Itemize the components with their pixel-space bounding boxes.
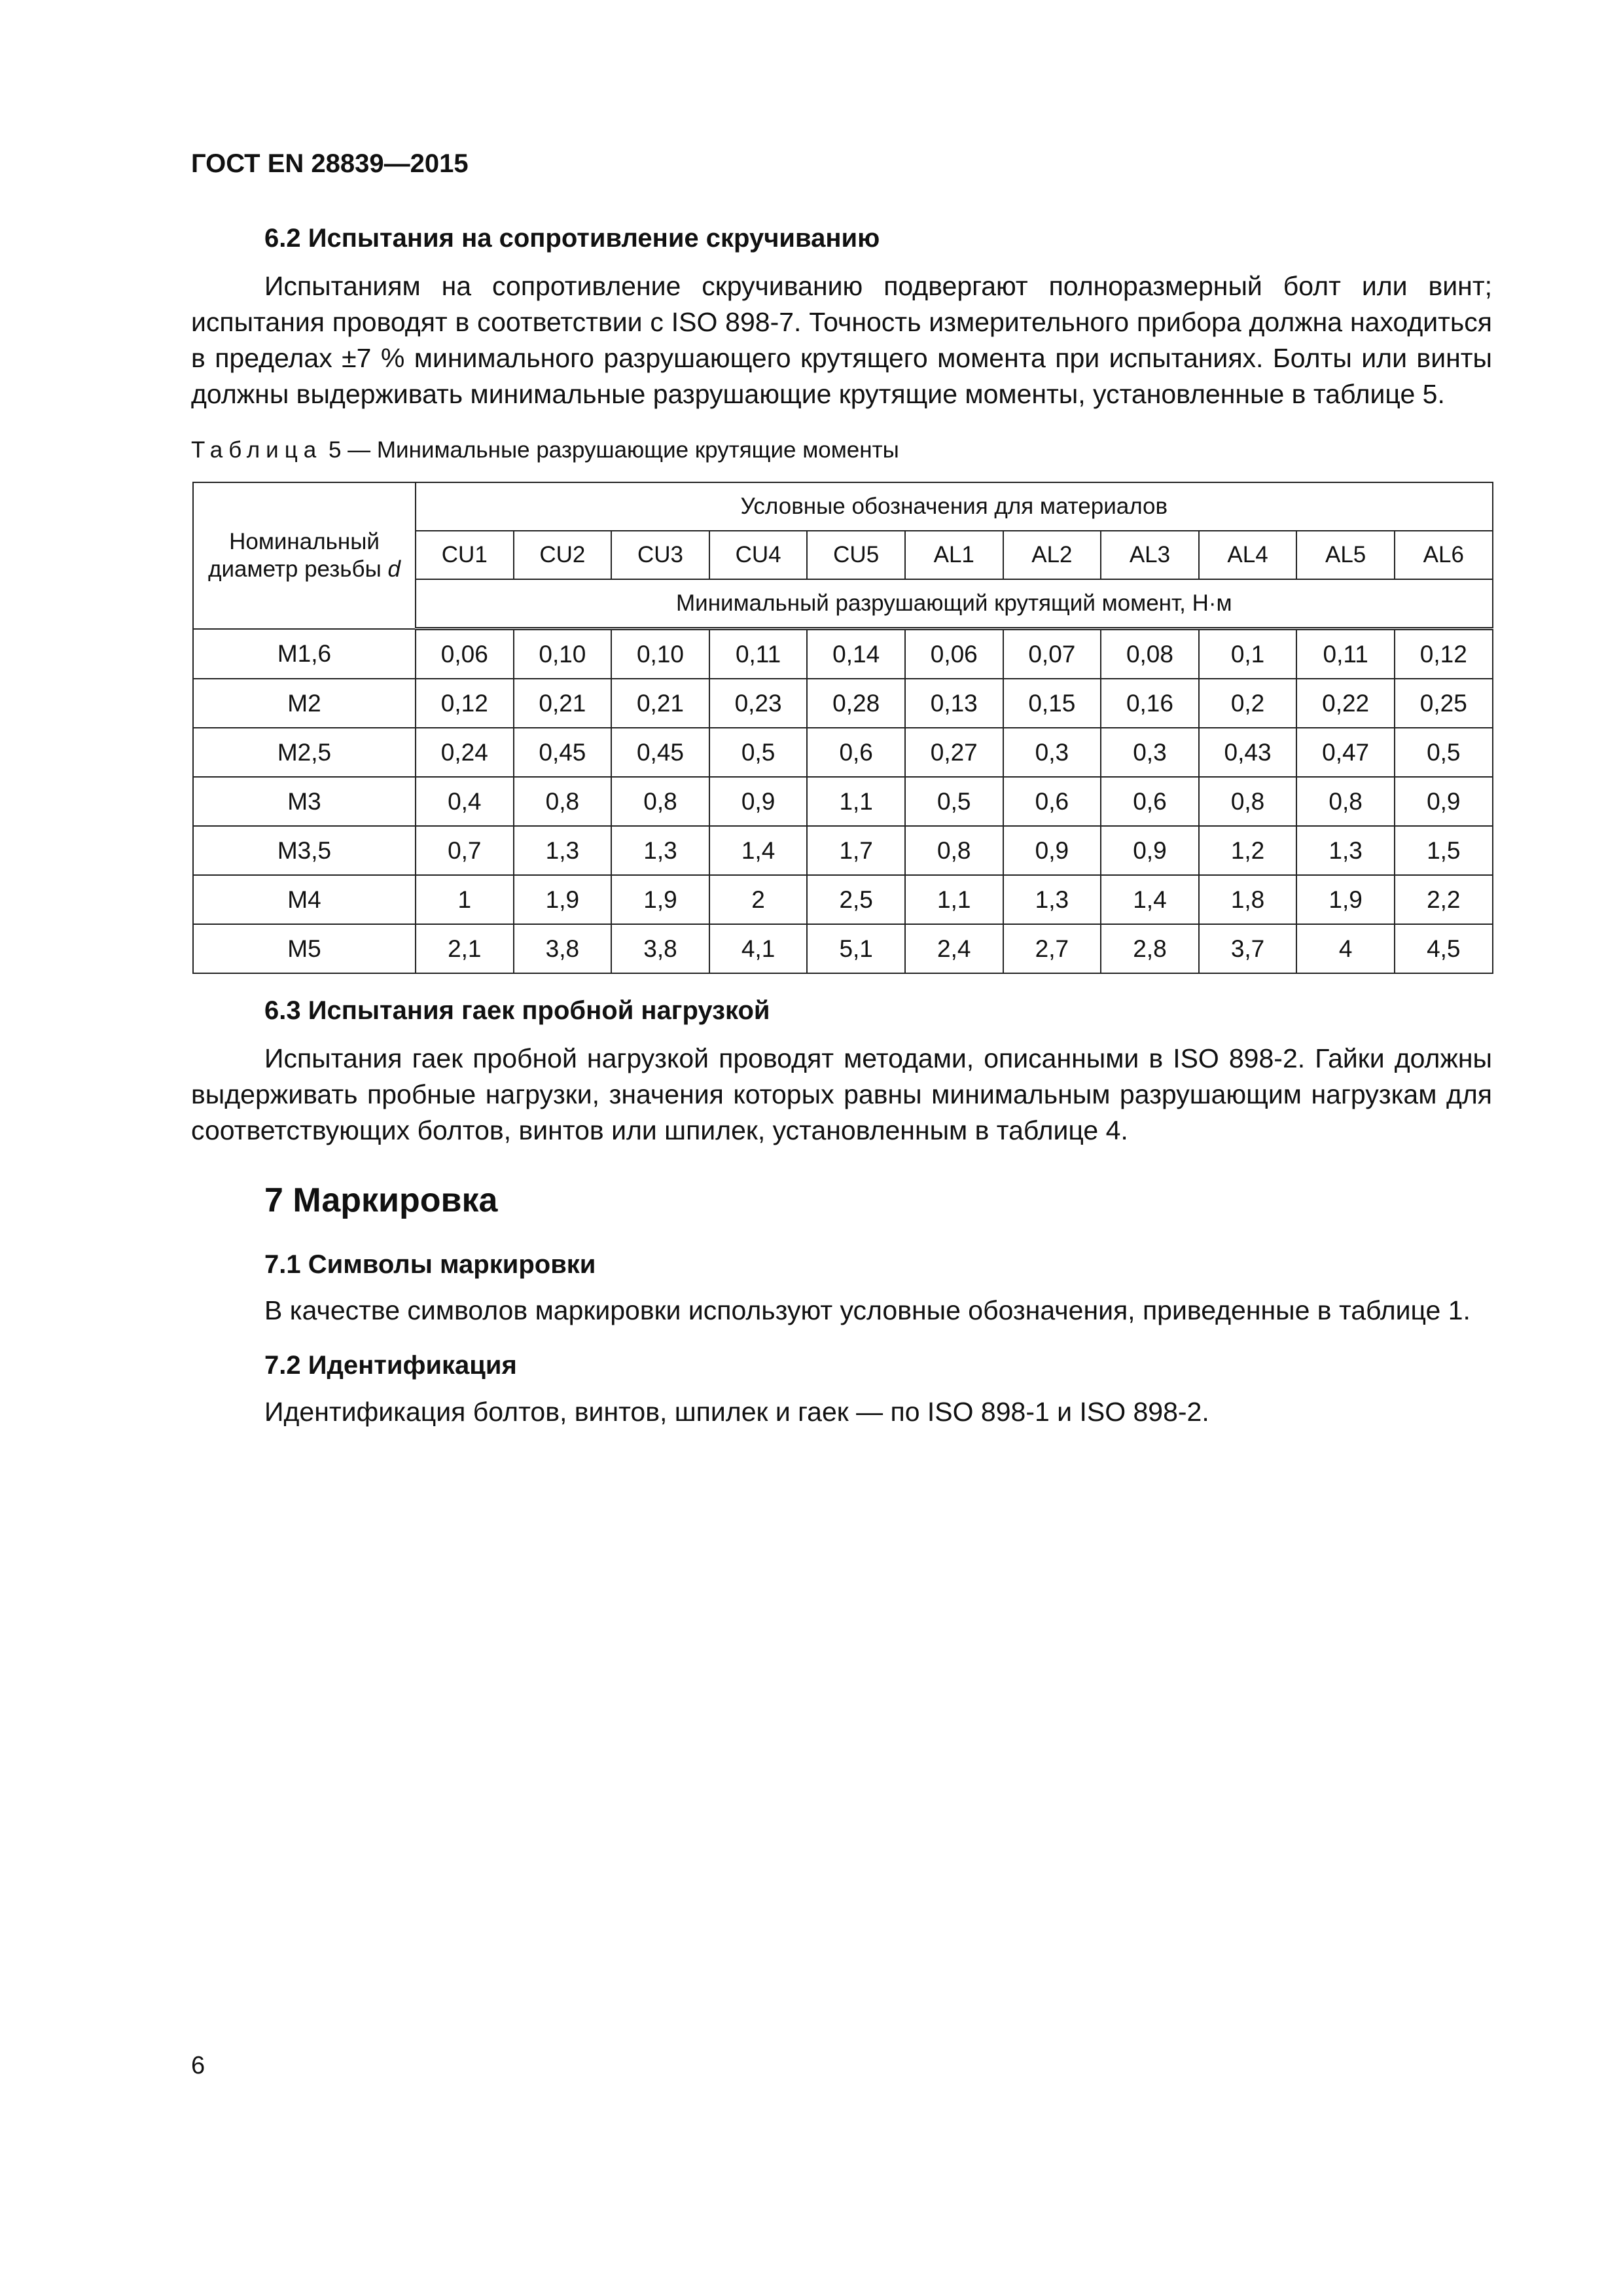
section-7-title: 7 Маркировка: [264, 1181, 498, 1219]
material-header-cu1: CU1: [416, 531, 514, 579]
torque-value-cell: 0,24: [416, 728, 514, 777]
header-material-designations: Условные обозначения для материалов: [416, 482, 1493, 531]
table-5: [192, 482, 1493, 974]
table-row: [193, 875, 1493, 924]
section-6-3-title: 6.3 Испытания гаек пробной нагрузкой: [264, 996, 770, 1025]
torque-value-cell: 4: [1296, 924, 1395, 973]
torque-value-cell: 1,7: [807, 826, 905, 875]
torque-value-cell: 0,10: [514, 629, 612, 679]
torque-value-cell: 0,16: [1101, 679, 1199, 728]
torque-value-cell: 0,3: [1101, 728, 1199, 777]
material-header-cu4: CU4: [709, 531, 808, 579]
torque-value-cell: 4,5: [1395, 924, 1493, 973]
torque-value-cell: 0,28: [807, 679, 905, 728]
material-header-al2: AL2: [1003, 531, 1101, 579]
torque-value-cell: 0,3: [1003, 728, 1101, 777]
thread-diameter-cell: M5: [193, 924, 416, 973]
torque-value-cell: 0,7: [416, 826, 514, 875]
document-code: ГОСТ EN 28839—2015: [191, 149, 469, 178]
torque-value-cell: 1,3: [514, 826, 612, 875]
torque-value-cell: 0,06: [905, 629, 1003, 679]
torque-value-cell: 1,3: [611, 826, 709, 875]
torque-value-cell: 0,2: [1199, 679, 1297, 728]
torque-value-cell: 0,11: [709, 629, 808, 679]
header-unit-row: Минимальный разрушающий крутящий момент, Н·м: [416, 579, 1493, 629]
torque-value-cell: 3,8: [514, 924, 612, 973]
torque-value-cell: 4,1: [709, 924, 808, 973]
thread-diameter-cell: M2: [193, 679, 416, 728]
torque-value-cell: 0,5: [1395, 728, 1493, 777]
torque-value-cell: 0,10: [611, 629, 709, 679]
torque-value-cell: 0,6: [1101, 777, 1199, 826]
torque-value-cell: 0,13: [905, 679, 1003, 728]
header-nominal-diameter-text: Номинальный диаметр резьбы: [208, 528, 382, 582]
torque-value-cell: 0,8: [1199, 777, 1297, 826]
torque-value-cell: 0,6: [807, 728, 905, 777]
torque-value-cell: 2,7: [1003, 924, 1101, 973]
section-6-2-text: Испытаниям на сопротивление скручиванию подвергают полноразмерный болт или винт; испытания проводят в соответствии с ISO 898-7. Точность измерительного прибора должна находиться в пределах ±7 % минимального разрушающего крутящего момента при испытаниях. Болты или винты должны выдерживать минимальные разрушающие крутящие моменты, установленные в таблице 5.: [191, 271, 1492, 409]
torque-value-cell: 1,1: [807, 777, 905, 826]
section-6-3-text: Испытания гаек пробной нагрузкой проводят методами, описанными в ISO 898-2. Гайки должны выдерживать пробные нагрузки, значения которых равны минимальным разрушающим нагрузкам для соответствующих болтов, винтов или шпилек, установленным в таблице 4.: [191, 1043, 1492, 1145]
section-7-2-text: Идентификация болтов, винтов, шпилек и гаек — по ISO 898-1 и ISO 898-2.: [264, 1397, 1209, 1427]
torque-value-cell: 0,21: [514, 679, 612, 728]
material-header-cu5: CU5: [807, 531, 905, 579]
torque-value-cell: 0,14: [807, 629, 905, 679]
torque-value-cell: 0,27: [905, 728, 1003, 777]
torque-value-cell: 2,1: [416, 924, 514, 973]
material-header-al6: AL6: [1395, 531, 1493, 579]
torque-value-cell: 1,4: [709, 826, 808, 875]
material-header-al1: AL1: [905, 531, 1003, 579]
table-row: [193, 826, 1493, 875]
thread-diameter-cell: M1,6: [193, 629, 416, 679]
table-row: [193, 924, 1493, 973]
torque-value-cell: 1,5: [1395, 826, 1493, 875]
torque-value-cell: 2,8: [1101, 924, 1199, 973]
torque-value-cell: 0,08: [1101, 629, 1199, 679]
torque-value-cell: 0,5: [709, 728, 808, 777]
torque-value-cell: 1,1: [905, 875, 1003, 924]
torque-value-cell: 0,9: [709, 777, 808, 826]
torque-value-cell: 1,9: [611, 875, 709, 924]
torque-value-cell: 0,12: [416, 679, 514, 728]
torque-value-cell: 0,9: [1395, 777, 1493, 826]
table-5-caption: [191, 437, 899, 463]
torque-value-cell: 0,22: [1296, 679, 1395, 728]
thread-diameter-cell: M3,5: [193, 826, 416, 875]
torque-value-cell: 1,4: [1101, 875, 1199, 924]
torque-value-cell: 0,8: [1296, 777, 1395, 826]
torque-value-cell: 0,8: [514, 777, 612, 826]
torque-value-cell: 0,06: [416, 629, 514, 679]
section-7-1-title: 7.1 Символы маркировки: [264, 1250, 596, 1279]
torque-value-cell: 1,8: [1199, 875, 1297, 924]
torque-value-cell: 3,8: [611, 924, 709, 973]
section-7-2-title: 7.2 Идентификация: [264, 1351, 517, 1380]
torque-value-cell: 1,2: [1199, 826, 1297, 875]
table-row: [193, 679, 1493, 728]
torque-value-cell: 0,23: [709, 679, 808, 728]
torque-value-cell: 1,3: [1003, 875, 1101, 924]
thread-diameter-cell: M3: [193, 777, 416, 826]
section-6-2-title: 6.2 Испытания на сопротивление скручиванию: [264, 224, 880, 253]
torque-value-cell: 0,1: [1199, 629, 1297, 679]
header-diameter-variable: d: [387, 556, 401, 582]
torque-value-cell: 0,45: [611, 728, 709, 777]
thread-diameter-cell: M2,5: [193, 728, 416, 777]
material-header-cu3: CU3: [611, 531, 709, 579]
torque-value-cell: 0,8: [905, 826, 1003, 875]
table-row: [193, 629, 1493, 679]
table-row: [193, 728, 1493, 777]
torque-value-cell: 1,3: [1296, 826, 1395, 875]
torque-value-cell: 0,45: [514, 728, 612, 777]
torque-value-cell: 0,07: [1003, 629, 1101, 679]
page-number: 6: [191, 2052, 205, 2079]
torque-value-cell: 0,21: [611, 679, 709, 728]
torque-value-cell: 2: [709, 875, 808, 924]
torque-value-cell: 0,4: [416, 777, 514, 826]
header-nominal-diameter: [193, 482, 416, 629]
table-caption-prefix: Таблица: [191, 437, 323, 463]
torque-value-cell: 0,8: [611, 777, 709, 826]
material-header-al4: AL4: [1199, 531, 1297, 579]
torque-value-cell: 0,25: [1395, 679, 1493, 728]
torque-value-cell: 0,12: [1395, 629, 1493, 679]
material-header-al5: AL5: [1296, 531, 1395, 579]
torque-value-cell: 1,9: [1296, 875, 1395, 924]
torque-value-cell: 0,47: [1296, 728, 1395, 777]
material-header-cu2: CU2: [514, 531, 612, 579]
torque-value-cell: 0,5: [905, 777, 1003, 826]
torque-value-cell: 0,9: [1101, 826, 1199, 875]
torque-value-cell: 2,2: [1395, 875, 1493, 924]
torque-value-cell: 0,43: [1199, 728, 1297, 777]
torque-value-cell: 5,1: [807, 924, 905, 973]
table-caption-title: 5 — Минимальные разрушающие крутящие моменты: [328, 437, 899, 463]
torque-value-cell: 0,9: [1003, 826, 1101, 875]
thread-diameter-cell: M4: [193, 875, 416, 924]
torque-value-cell: 0,11: [1296, 629, 1395, 679]
torque-value-cell: 0,6: [1003, 777, 1101, 826]
torque-value-cell: 1,9: [514, 875, 612, 924]
torque-value-cell: 2,4: [905, 924, 1003, 973]
torque-value-cell: 0,15: [1003, 679, 1101, 728]
table-row: [193, 777, 1493, 826]
torque-value-cell: 2,5: [807, 875, 905, 924]
section-7-1-text: В качестве символов маркировки используют условные обозначения, приведенные в таблице 1.: [264, 1295, 1471, 1325]
material-header-al3: AL3: [1101, 531, 1199, 579]
torque-value-cell: 3,7: [1199, 924, 1297, 973]
torque-value-cell: 1: [416, 875, 514, 924]
